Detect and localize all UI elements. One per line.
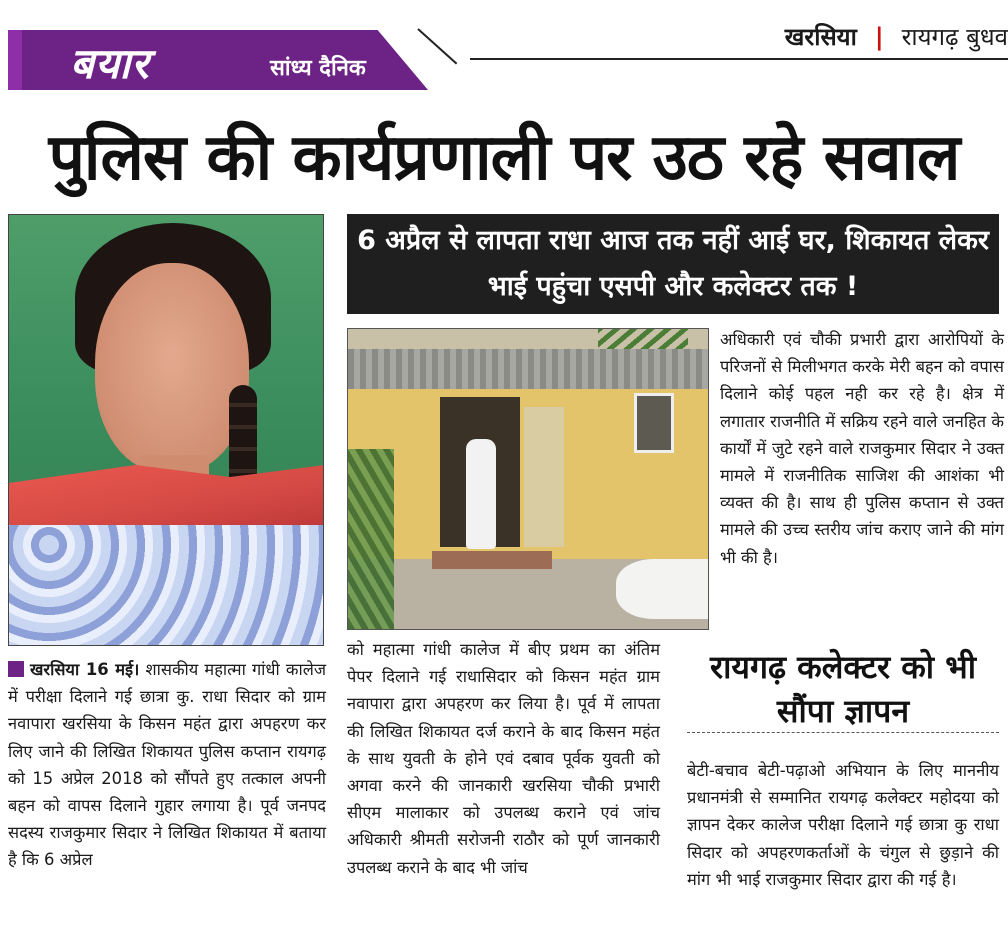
photo-window bbox=[634, 393, 674, 453]
building-photo bbox=[347, 328, 709, 630]
column-2-body: को महात्मा गांधी कालेज में बीए प्रथम का अंतिम पेपर दिलाने गई राधासिदार को किसन महंत ग्राम नवापारा द्वारा अपहरण कर लिया है। पूर्व में लापता की लिखित शिकायत दर्ज कराने के बाद किसन महंत के साथ युवती के होने एवं दबाव पूर्वक युवती को अगवा करने की जानकारी खरसिया चौकी प्रभारी सीएम मालाकार को उपलब्ध कराने एवं जांच अधिकारी श्रीमती सरोजनी राठौर को पूर्ण जानकारी उपलब्ध कराने के बाद भी जांच bbox=[347, 640, 660, 877]
photo-door-panel bbox=[524, 407, 564, 547]
portrait-scarf bbox=[9, 465, 324, 525]
page-dateline bbox=[785, 20, 1008, 53]
portrait-photo bbox=[8, 214, 324, 646]
article-dateline: खरसिया 16 मई। bbox=[30, 660, 140, 679]
article-subhead: रायगढ़ कलेक्टर को भी सौंपा ज्ञापन bbox=[710, 648, 976, 730]
column-3-body: अधिकारी एवं चौकी प्रभारी द्वारा आरोपियों के परिजनों से मिलीभगत करके मेरी बहन को वपास दिलाने कोई पहल नही कर रहे है। क्षेत्र में लगातार राजनीति में सक्रिय रहने वाले जनहित के कार्यों में जुटे रहने वाले राजकुमार सिदार ने उक्त मामले में राजनीतिक साजिश की आशंका भी व्यक्त की है। साथ ही पुलिस कप्तान से उक्त मामले की उच्च स्तरीय जांच कराए जाने की मांग भी की है। bbox=[720, 330, 1004, 567]
photo-structure bbox=[616, 559, 709, 619]
article-headline: पुलिस की कार्यप्रणाली पर उठ रहे सवाल bbox=[48, 121, 960, 195]
photo-person bbox=[466, 439, 496, 549]
dateline-city: खरसिया bbox=[784, 23, 857, 51]
subhead-rule bbox=[687, 732, 999, 733]
masthead-accent bbox=[8, 30, 22, 90]
lead-marker bbox=[8, 661, 24, 677]
photo-step bbox=[432, 551, 552, 569]
article-column-1 bbox=[8, 656, 326, 874]
article-column-2 bbox=[347, 636, 660, 881]
newspaper-tagline: सांध्य दैनिक bbox=[270, 56, 366, 81]
article-column-4 bbox=[687, 757, 999, 893]
column-1-body: शासकीय महात्मा गांधी कालेज में परीक्षा दिलाने गई छात्रा कु. राधा सिदार को ग्राम नवापारा खरसिया के किसन महंत द्वारा अपहरण कर लिए जाने की लिखित शिकायत पुलिस कप्तान रायगढ़ को 15 अप्रेल 2018 को सौंपते हुए तत्काल अपनी बहन को वापस दिलाने गुहार लगाया है। पूर्व जनपद सदस्य राजकुमार सिदार ने लिखित शिकायत में बताया है कि 6 अप्रेल bbox=[8, 660, 326, 870]
dateline-edition: रायगढ़ बुधव bbox=[901, 23, 1008, 51]
masthead bbox=[8, 30, 450, 90]
article-column-3 bbox=[720, 326, 1004, 571]
portrait-face bbox=[95, 263, 249, 473]
column-4-body: बेटी-बचाव बेटी-पढ़ाओ अभियान के लिए माननीय प्रधानमंत्री से सम्मानित रायगढ़ कलेक्टर महोदया को ज्ञापन देकर कालेज परीक्षा दिलाने गई छात्रा कु राधा सिदार को अपहरणकर्ताओं के चंगुल से छुड़ाने की मांग भी भाई राजकुमार सिदार द्वारा की गई है। bbox=[687, 761, 999, 889]
photo-roof bbox=[348, 349, 709, 389]
column-1-text bbox=[8, 656, 326, 874]
article-deck: 6 अप्रैल से लापता राधा आज तक नहीं आई घर, शिकायत लेकर भाई पहुंचा एसपी और कलेक्टर तक ! bbox=[347, 214, 999, 314]
top-rule bbox=[470, 58, 1008, 60]
portrait-dress bbox=[9, 505, 324, 646]
dateline-separator: | bbox=[874, 23, 884, 51]
photo-tree bbox=[348, 449, 394, 629]
newspaper-logo: बयार bbox=[70, 39, 150, 88]
